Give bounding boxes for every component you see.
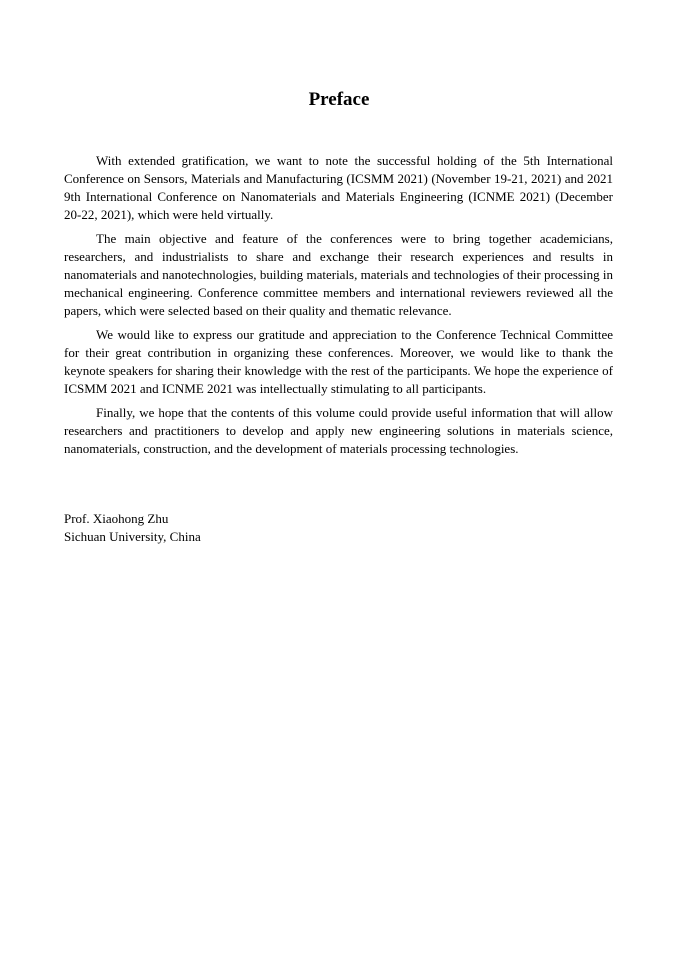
signature-affiliation: Sichuan University, China xyxy=(64,529,201,544)
signature-name: Prof. Xiaohong Zhu xyxy=(64,511,169,526)
paragraph-2: The main objective and feature of the conferences were to bring together academicians, researchers, and industrialists to share and exchange their research experiences and results in nanomaterials and nanotechnologies, building materials, materials and technologies of their processing in mechanical engineering. Conference committee members and international reviewers reviewed all the papers, which were selected based on their quality and thematic relevance. xyxy=(64,231,613,318)
paragraph-1: With extended gratification, we want to note the successful holding of the 5th International Conference on Sensors, Materials and Manufacturing (ICSMM 2021) (November 19-21, 2021) and 2021 9th International Conference on Nanomaterials and Materials Engineering (ICNME 2021) (December 20-22, 2021), which were held virtually. xyxy=(64,153,613,222)
page-title: Preface xyxy=(308,89,370,110)
paragraph-3: We would like to express our gratitude and appreciation to the Conference Technical Committee for their great contribution in organizing these conferences. Moreover, we would like to thank the keynote speakers for sharing their knowledge with the rest of the participants. We hope the experience of ICSMM 2021 and ICNME 2021 was intellectually stimulating to all participants. xyxy=(64,327,613,396)
paragraph-4: Finally, we hope that the contents of this volume could provide useful information that will allow researchers and practitioners to develop and apply new engineering solutions in materials science, nanomaterials, construction, and the development of materials processing technologies. xyxy=(64,405,613,456)
preface-body xyxy=(64,152,613,464)
signature-block xyxy=(64,510,464,546)
